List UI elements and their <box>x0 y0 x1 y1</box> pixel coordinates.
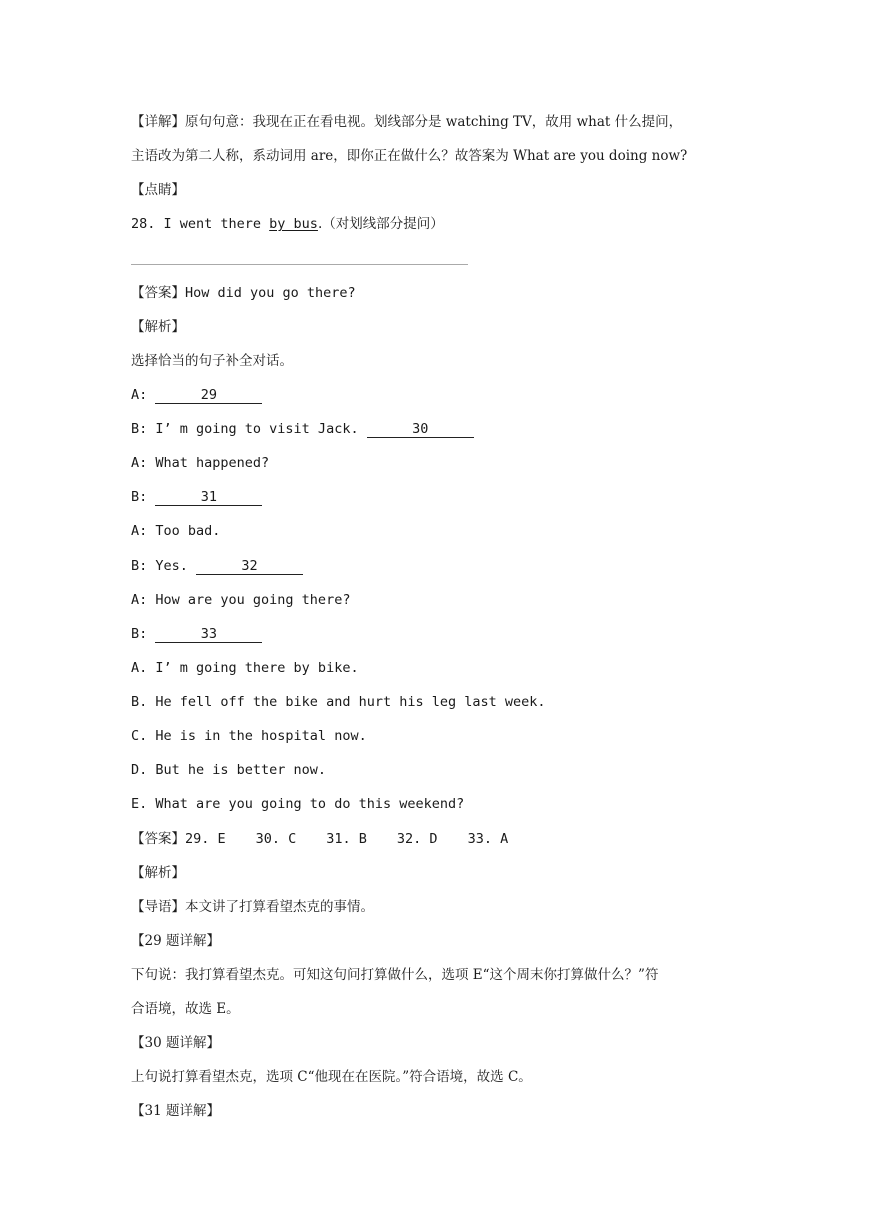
analysis-tag: 【解析】 <box>131 319 185 335</box>
dialog-line-6: B: Yes. 32 <box>131 557 303 575</box>
detail-tag: 【详解】 <box>131 114 185 130</box>
blank-32: 32 <box>196 559 303 575</box>
guide: 【导语】本文讲了打算看望杰克的事情。 <box>131 899 374 915</box>
option-d: D. But he is better now. <box>131 762 327 778</box>
q29-detail-line2: 合语境，故选 E。 <box>131 1001 240 1017</box>
option-b: B. He fell off the bike and hurt his leg last week. <box>131 694 546 710</box>
q29-detail-line1: 下句说：我打算看望杰克。可知这句问打算做什么，选项 E“这个周末你打算做什么？”符 <box>131 967 659 983</box>
answer-line <box>131 264 468 265</box>
dialog-line-4: B: 31 <box>131 488 262 506</box>
dialog-line-7: A: How are you going there? <box>131 592 351 608</box>
dialog-line-3: A: What happened? <box>131 455 270 471</box>
option-a: A. I’ m going there by bike. <box>131 660 359 676</box>
analysis-tag-2: 【解析】 <box>131 865 185 881</box>
q28-answer: 【答案】How did you go there? <box>131 285 356 301</box>
dialog-line-5: A: Too bad. <box>131 523 221 539</box>
q29-detail-tag: 【29 题详解】 <box>131 933 220 949</box>
blank-30: 30 <box>367 422 474 438</box>
dialog-instruction: 选择恰当的句子补全对话。 <box>131 353 293 369</box>
dialog-line-2: B: I’ m going to visit Jack. 30 <box>131 420 474 438</box>
q31-detail-tag: 【31 题详解】 <box>131 1103 220 1119</box>
q30-detail-line1: 上句说打算看望杰克，选项 C“他现在在医院。”符合语境，故选 C。 <box>131 1069 532 1085</box>
q28-question: 28. I went there by bus.（对划线部分提问） <box>131 216 444 232</box>
underlined-phrase: by bus <box>269 216 318 232</box>
q30-detail-tag: 【30 题详解】 <box>131 1035 220 1051</box>
dialog-line-1: A: 29 <box>131 386 262 404</box>
answer-key: 【答案】29. E 30. C 31. B 32. D 33. A <box>131 831 509 847</box>
q27-detail-line2: 主语改为第二人称，系动词用 are，即你正在做什么？故答案为 What are you doing now? <box>131 148 688 164</box>
blank-31: 31 <box>155 490 262 506</box>
blank-33: 33 <box>155 627 262 643</box>
option-e: E. What are you going to do this weekend? <box>131 796 465 812</box>
blank-29: 29 <box>155 388 262 404</box>
option-c: C. He is in the hospital now. <box>131 728 367 744</box>
dialog-line-8: B: 33 <box>131 625 262 643</box>
q27-detail-line1: 【详解】原句句意：我现在正在看电视。划线部分是 watching TV，故用 what 什么提问， <box>131 114 683 130</box>
comment-tag: 【点睛】 <box>131 182 185 198</box>
